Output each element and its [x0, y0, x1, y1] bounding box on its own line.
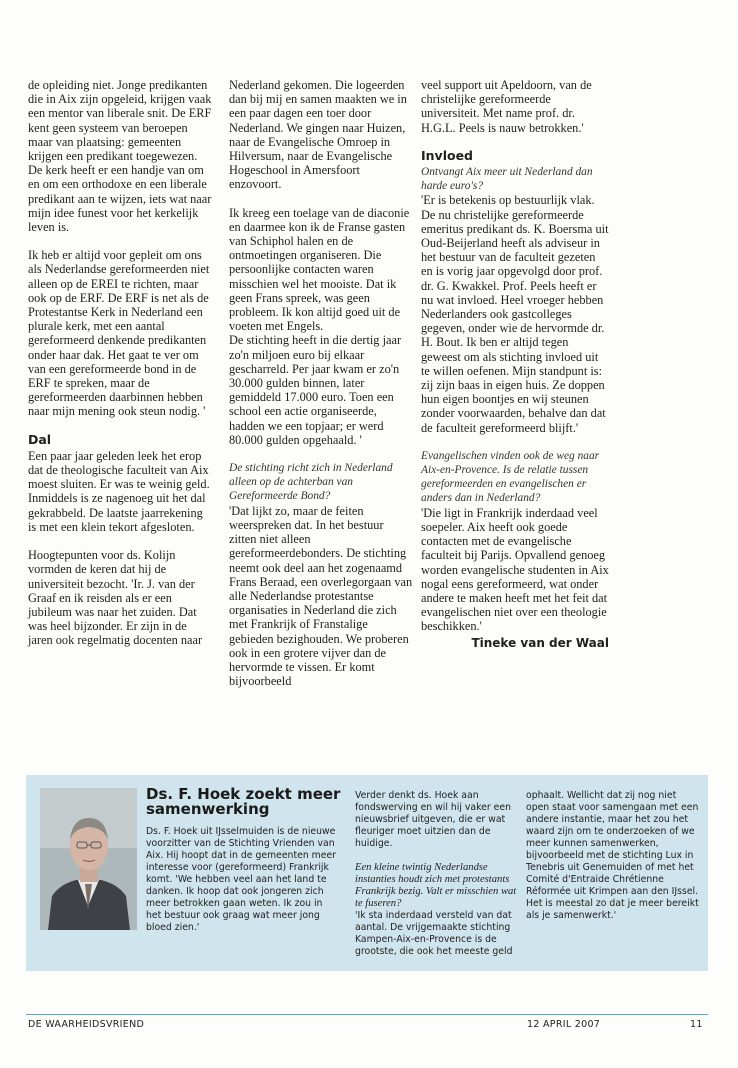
portrait-illustration	[40, 788, 137, 930]
article-column-3	[421, 78, 609, 650]
paragraph: Hoogtepunten voor ds. Kolijn vormden de keren dat hij de universiteit bezocht. 'Ir. J. van der Graaf en ik reisden als er een jubileum was naar het zuiden. Dat was heel bijzonder. Er zijn in de jaren ook regelmatig docenten naar	[28, 548, 203, 648]
paragraph: Ik kreeg een toelage van de diaconie en daarmee kon ik de Franse gasten van Schiphol halen en de ontmoetingen organiseren. Die persoonlijke contacten waren misschien wel het mooiste. Dat ik geen Frans spreek, was geen probleem. Ik kon altijd goed uit de voeten met Engels.	[229, 205, 410, 334]
paragraph: De stichting heeft in die dertig jaar zo'n miljoen euro bij elkaar gescharreld. Per jaar kwam er zo'n 30.000 gulden binnen, later gemiddeld 17.000 euro. Toen een school een actie organiseerde, hadden we een topjaar; er werd 80.000 gulden opgehaald. '	[229, 333, 402, 447]
paragraph: Nederland gekomen. Die logeerden dan bij mij en samen maakten we in een paar dagen een toer door Nederland. We gingen naar Huizen, naar de Evangelische Omroep in Hilversum, naar de Evangelische Hogeschool in Amersfoort enzovoort.	[229, 78, 407, 192]
paragraph: 'Die ligt in Frankrijk inderdaad veel soepeler. Aix heeft ook goede contacten met de evangelische faculteit bij Parijs. Opvallend genoeg worden evangelische studenten in Aix nogal eens gereformeerd, wat onder andere te maken heeft met het feit dat evangelischen niet over een theologie beschikken.'	[421, 505, 609, 634]
paragraph: 'Er is betekenis op bestuurlijk vlak. De nu christelijke gereformeerde emeritus predikant ds. K. Boersma uit Oud-Beijerland heeft als adviseur in het bestuur van de faculteit gezeten en is vorig jaar opgevolgd door prof. dr. G. Kwakkel. Prof. Peels heeft er nu wat invloed. Heel vroeger hebben Nederlanders ook gastcolleges gegeven, onder wie de hervormde dr. H. Bout. Ik ben er altijd tegen geweest om als stichting invloed uit te willen oefenen. Mijn standpunt is: zij zijn baas in eigen huis. Ze doppen hun eigen boontjes en wij steunen zonder voorwaarden, behalve dan dat de faculteit gereformeerd blijft.'	[421, 193, 609, 435]
sidebar-paragraph: ophaalt. Wellicht dat zij nog niet open staat voor samengaan met een andere instantie, maar het zou het waard zijn om te onderzoeken of we meer kunnen samenwerken, bijvoorbeeld met de stichting Lux in Tenebris uit Genemuiden of met het Comité d'Entraide Chrétienne Réformée uit Krimpen aan den IJssel. Het is meestal zo dat je meer bereikt als je samenwerkt.'	[526, 790, 699, 921]
article-column-2	[229, 78, 414, 702]
sidebar-column-1	[146, 826, 340, 946]
paragraph: Ik heb er altijd voor gepleit om ons als Nederlandse gereformeerden niet alleen op de EREI te richten, maar ook op de ERF. De ERF is net als de Protestantse Kerk in Nederland een plurale kerk, met een aantal gereformeerd denkende predikanten onder haar dak. Het gaat te ver om van een gereformeerde bond in de ERF te spreken, maar de gereformeerden daarbinnen hebben naar mijn mening ook steun nodig. '	[28, 248, 210, 419]
footer-rule	[26, 1014, 708, 1015]
sidebar-question: Een kleine twintig Nederlandse instanties houdt zich met protestants Frankrijk bezig. Valt er misschien wat te fuseren?	[355, 862, 517, 909]
sidebar-paragraph: Ds. F. Hoek uit IJsselmuiden is de nieuwe voorzitter van de Stichting Vrienden van Aix. Hij hoopt dat in de gemeenten meer interesse voor (gereformeerd) Frankrijk komt. 'We hebben veel aan het land te danken. Ik hoop dat ook jongeren zich meer betrokken gaan weten. Ik zou in het bestuur ook graag wat meer jong bloed zien.'	[146, 826, 336, 933]
author-signature: Tineke van der Waal	[471, 635, 609, 650]
interview-question: Ontvangt Aix meer uit Nederland dan harde euro's?	[421, 166, 593, 193]
paragraph: veel support uit Apeldoorn, van de christelijke gereformeerde universiteit. Met name prof. dr. H.G.L. Peels is nauw betrokken.'	[421, 78, 592, 135]
issue-date: 12 APRIL 2007	[527, 1019, 601, 1030]
sidebar-paragraph: 'Ik sta inderdaad versteld van dat aantal. De vrijgemaakte stichting Kampen-Aix-en-Provence is de grootste, die ook het meeste geld	[355, 910, 513, 957]
paragraph: 'Dat lijkt zo, maar de feiten weerspreken dat. In het bestuur zitten niet alleen gereformeerdebonders. De stichting neemt ook deel aan het zogenaamd Frans Beraad, een overlegorgaan van alle Nederlandse protestantse organisaties in Nederland die zich met Frankrijk of Franstalige gebieden bezighouden. We proberen ook in een grotere vijver dan de hervormde te vissen. Er komt bijvoorbeeld	[229, 503, 413, 689]
section-heading-dal: Dal	[28, 431, 52, 447]
sidebar-title: Ds. F. Hoek zoekt meer samenwerking	[146, 785, 341, 818]
interview-question: De stichting richt zich in Nederland alleen op de achterban van Gereformeerde Bond?	[229, 462, 393, 503]
sidebar-column-3	[526, 790, 702, 934]
sidebar-column-2	[355, 790, 520, 970]
page-number: 11	[690, 1019, 703, 1030]
interview-question: Evangelischen vinden ook de weg naar Aix-en-Provence. Is de relatie tussen gereformeerden en evangelischen er anders dan in Nederland?	[421, 449, 600, 505]
section-heading-invloed: Invloed	[421, 147, 473, 163]
article-column-1	[28, 78, 214, 662]
magazine-name: DE WAARHEIDSVRIEND	[28, 1019, 145, 1030]
portrait-photo	[40, 788, 137, 930]
paragraph: Een paar jaar geleden leek het erop dat de theologische faculteit van Aix moest sluiten. Er was te weinig geld. Inmiddels is ze nagenoeg uit het dal gekrabbeld. De laatste jaarrekening is met een klein tekort afgesloten.	[28, 448, 210, 534]
sidebar-paragraph: Verder denkt ds. Hoek aan fondswerving en wil hij vaker een nieuwsbrief uitgeven, die er wat fleuriger moet uitzien dan de huidige.	[355, 790, 511, 849]
paragraph: de opleiding niet. Jonge predikanten die in Aix zijn opgeleid, krijgen vaak een mentor van liberale snit. De ERF kent geen systeem van beroepen maar van plaatsing: gemeenten krijgen een predikant toegewezen. De kerk heeft er een handje van om en om een orthodoxe en een liberale predikant aan te wijzen, iets wat naar mijn idee funest voor het kerkelijk leven is.	[28, 78, 212, 235]
